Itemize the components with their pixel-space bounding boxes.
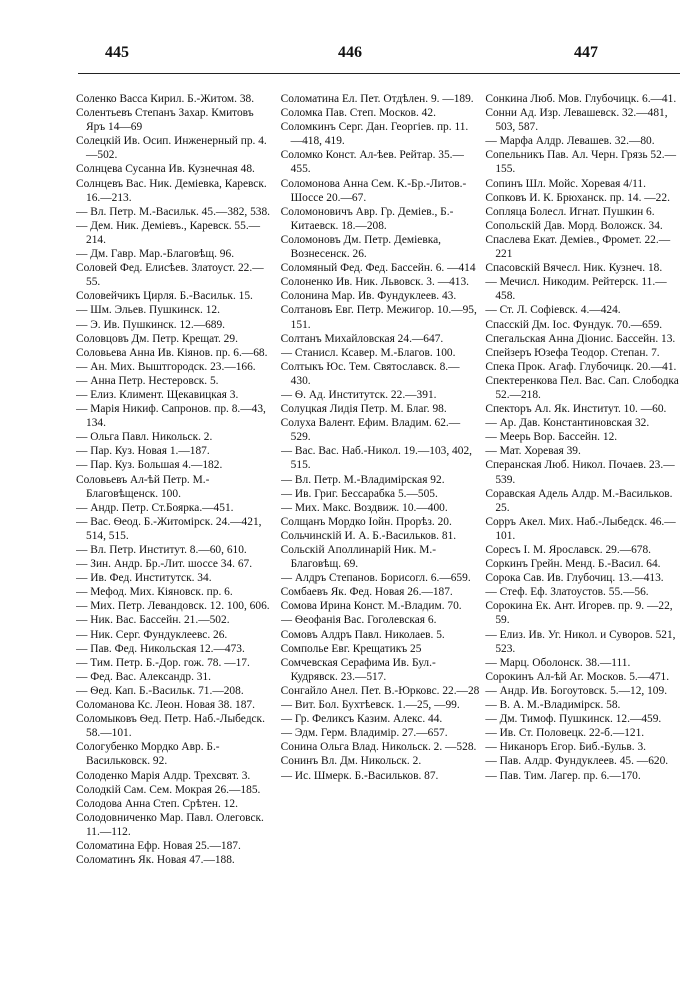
directory-entry: Сологубенко Мордко Авр. Б.-Васильковск. 92. — [76, 741, 220, 768]
directory-entry: Солуха Валент. Ефим. Владим. 62.—529. — [280, 417, 461, 444]
directory-entry: — Никаноръ Егор. Биб.-Бульв. 3. — [485, 741, 646, 754]
directory-entry: — Дм. Тимоф. Пушкинск. 12.—459. — [485, 713, 662, 726]
directory-entry: — Ив. Григ. Бессарабка 5.—505. — [280, 487, 438, 500]
directory-entry: Сомполье Евг. Крещатикъ 25 — [280, 642, 422, 655]
directory-entry: — Вл. Петр. Институт. 8.—60, 610. — [76, 544, 247, 556]
directory-entry: Солтыкъ Юс. Тем. Святославск. 8.—430. — [280, 360, 460, 387]
directory-entry: — Андр. Ив. Богоутовск. 5.—12, 109. — [485, 684, 668, 697]
directory-entry: — Эдм. Герм. Владимір. 27.—657. — [280, 727, 448, 740]
directory-entry: Соловей Фед. Елисѣев. Златоуст. 22.—55. — [76, 262, 264, 289]
directory-entry: Сомчевская Серафима Ив. Бул.-Кудрявск. 23.—517. — [280, 656, 436, 683]
directory-entry: — Мат. Хоревая 39. — [485, 445, 581, 458]
directory-entry: — Пав. Фед. Никольская 12.—473. — [76, 642, 245, 655]
directory-entry: — Тим. Петр. Б.-Дор. гож. 78. —17. — [76, 656, 250, 669]
directory-entry: — Вл. Петр. М.-Васильк. 45.—382, 538. — [76, 205, 271, 218]
directory-entry: Сомова Ирина Конст. М.-Владим. 70. — [280, 600, 462, 613]
directory-entry: Соловейчикъ Цирля. Б.-Васильк. 15. — [76, 290, 253, 303]
directory-entry: — Ѳ. Ад. Институтск. 22.—391. — [280, 388, 437, 401]
directory-entry: — Станисл. Ксавер. М.-Благов. 100. — [280, 346, 456, 359]
directory-entry: — В. А. М.-Владимірск. 58. — [485, 699, 621, 712]
directory-entry: Соломко Конст. Ал-ѣев. Рейтар. 35.—455. — [280, 149, 464, 176]
directory-entry: Соленко Васса Кирил. Б.-Житом. 38. — [76, 93, 255, 105]
directory-entry: Сонина Ольга Влад. Никольск. 2. —528. — [280, 741, 477, 754]
directory-entry: — Ольга Павл. Никольск. 2. — [76, 431, 213, 444]
directory-entry: — Ѳеофанія Вас. Гоголевская 6. — [280, 614, 437, 627]
page-header — [0, 0, 699, 92]
directory-entry: — Мефод. Мих. Кіяновск. пр. 6. — [76, 586, 233, 599]
directory-entry: — Дм. Гавр. Мар.-Благовѣщ. 96. — [76, 248, 235, 261]
directory-entry: — Анна Петр. Нестеровск. 5. — [76, 374, 219, 387]
directory-entry: — Вас. Вас. Наб.-Никол. 19.—103, 402, 515. — [280, 445, 472, 472]
directory-entry: Соломонова Анна Сем. К.-Бр.-Литов.-Шоссе 20.—67. — [280, 177, 467, 204]
directory-entry: Сопковъ И. К. Брюханск. пр. 14. —22. — [485, 191, 670, 204]
directory-entry: Соломатина Ел. Пет. Отдѣлен. 9. —189. — [280, 93, 474, 105]
directory-column-2 — [281, 92, 480, 992]
directory-entry: Сопляца Болесл. Игнат. Пушкин 6. — [485, 205, 655, 218]
directory-entry: — Ник. Серг. Фундуклеевс. 26. — [76, 628, 228, 641]
directory-entry: Солтановъ Евг. Петр. Межигор. 10.—95, 151. — [280, 304, 477, 331]
directory-entry: — Ан. Мих. Выштгородск. 23.—166. — [76, 360, 256, 373]
directory-entry: — Елиз. Ив. Уг. Никол. и Суворов. 521, 523. — [485, 628, 676, 655]
directory-entry: — Алдръ Степанов. Борисогл. 6.—659. — [280, 572, 471, 585]
directory-entry: — Елиз. Климент. Щекавицкая 3. — [76, 388, 239, 401]
directory-entry: Спейзеръ Юзефа Теодор. Степан. 7. — [485, 346, 660, 359]
directory-entry: Соломкинъ Серг. Дан. Георгіев. пр. 11.—418, 419. — [280, 121, 469, 148]
directory-entry: Соловьева Анна Ив. Кіянов. пр. 6.—68. — [76, 346, 268, 359]
directory-entry: Солнцевъ Вас. Ник. Деміевка, Каревск. 16.—213. — [76, 177, 267, 204]
directory-entry: — Стеф. Еф. Златоустов. 55.—56. — [485, 586, 649, 599]
directory-entry: — Ник. Вас. Бассейн. 21.—502. — [76, 614, 230, 627]
directory-entry: — Ѳед. Кап. Б.-Васильк. 71.—208. — [76, 684, 244, 697]
directory-entry: Соломоновъ Дм. Петр. Деміевка, Вознесенск. 26. — [280, 233, 442, 261]
directory-entry: — Ст. Л. Софіевск. 4.—424. — [485, 304, 621, 317]
directory-entry: — Ив. Ст. Половецк. 22-б.—121. — [485, 727, 645, 740]
directory-entry: Соломатина Ефр. Новая 25.—187. — [76, 839, 241, 852]
directory-entry: — Мечисл. Никодим. Рейтерск. 11.—458. — [485, 276, 667, 303]
directory-entry: — Гр. Феликсъ Казим. Алекс. 44. — [280, 713, 443, 726]
directory-entry: Солуцкая Лидія Петр. М. Благ. 98. — [280, 403, 447, 416]
directory-entry: — Пав. Алдр. Фундуклеев. 45. —620. — [485, 755, 669, 768]
page-number-left: 445 — [105, 44, 129, 61]
directory-entry: Солонина Мар. Ив. Фундуклеев. 43. — [280, 290, 457, 303]
page-number-right: 447 — [574, 44, 598, 61]
directory-entry: Сонгайло Анел. Пет. В.-Юрковс. 22.—28 — [280, 684, 480, 697]
directory-entry: Солщанъ Мордко Іойн. Прорѣз. 20. — [280, 515, 452, 528]
directory-entry: Соломыковъ Ѳед. Петр. Наб.-Лыбедск. 58.—101. — [76, 713, 265, 740]
directory-entry: — Вит. Бол. Бухтѣевск. 1.—25, —99. — [280, 699, 460, 712]
directory-entry: Сопинъ Шл. Мойс. Хоревая 4/11. — [485, 177, 646, 190]
header-rule — [78, 73, 680, 74]
directory-entry: — Пав. Тим. Лагер. пр. 6.—170. — [485, 769, 641, 782]
directory-entry: Спектеренкова Пел. Вас. Сап. Слободка 52.—218. — [485, 374, 679, 401]
directory-entry: Соресъ І. М. Ярославск. 29.—678. — [485, 544, 652, 556]
directory-entry: — Ив. Фед. Институтск. 34. — [76, 572, 212, 585]
directory-entry: — Шм. Эльев. Пушкинск. 12. — [76, 304, 220, 317]
directory-entry: — Пар. Куз. Новая 1.—187. — [76, 445, 210, 458]
directory-entry: Соловцовъ Дм. Петр. Крещат. 29. — [76, 332, 238, 345]
directory-entry: Спасскій Дм. Іос. Фундук. 70.—659. — [485, 318, 663, 331]
directory-entry: Сонкина Люб. Мов. Глубочицк. 6.—41. — [485, 93, 677, 105]
directory-entry: Соломанова Кс. Леон. Новая 38. 187. — [76, 699, 255, 712]
directory-entry: — Ар. Дав. Константиновская 32. — [485, 417, 650, 430]
directory-entry: Сопольскій Дав. Морд. Воложск. 34. — [485, 219, 663, 232]
directory-entry: Сорокинъ Ал-ѣй Аг. Москов. 5.—471. — [485, 670, 670, 683]
directory-entry: Сперанская Люб. Никол. Почаев. 23.—539. — [485, 459, 675, 486]
directory-entry: Солодова Анна Степ. Срѣтен. 12. — [76, 797, 238, 810]
directory-column-1 — [76, 92, 275, 992]
directory-entry: Спасовскій Вячесл. Ник. Кузнеч. 18. — [485, 262, 663, 275]
directory-entry: Солоненко Ив. Ник. Львовск. 3. —413. — [280, 276, 470, 289]
directory-entry: Соломоновичъ Авр. Гр. Деміев., Б.-Китаевск. 18.—208. — [280, 205, 454, 232]
directory-entry: Сонни Ад. Изр. Левашевск. 32.—481, 503, 587. — [485, 107, 668, 134]
directory-entry: Сорръ Акел. Мих. Наб.-Лыбедск. 46.—101. — [485, 515, 676, 542]
directory-entry: Солоденко Марія Алдр. Трехсвят. 3. — [76, 769, 251, 782]
directory-page — [76, 92, 684, 992]
directory-entry: — Вас. Ѳеод. Б.-Житомірск. 24.—421, 514, 515. — [76, 515, 262, 542]
directory-entry: Соловьевъ Ал-ѣй Петр. М.-Благовѣщенск. 100. — [76, 473, 210, 500]
directory-entry: Соломатинъ Як. Новая 47.—188. — [76, 854, 235, 867]
directory-entry: — Ис. Шмерк. Б.-Васильков. 87. — [280, 769, 439, 782]
directory-entry: Сонинъ Вл. Дм. Никольск. 2. — [280, 755, 422, 768]
directory-entry: Солодовниченко Мар. Павл. Олеговск. 11.—112. — [76, 811, 264, 838]
directory-entry: — Э. Ив. Пушкинск. 12.—689. — [76, 318, 226, 331]
directory-entry: — Андр. Петр. Ст.Боярка.—451. — [76, 501, 234, 514]
directory-column-3 — [485, 92, 684, 992]
directory-entry: Сольскій Аполлинарій Ник. М.-Благовѣщ. 69. — [280, 544, 436, 571]
directory-entry: Соравская Адель Алдр. М.-Васильков. 25. — [485, 487, 673, 514]
directory-entry: — Марфа Алдр. Левашев. 32.—80. — [485, 135, 655, 148]
directory-entry: — Фед. Вас. Александр. 31. — [76, 670, 212, 683]
directory-entry: — Марія Никиф. Сапронов. пр. 8.—43, 134. — [76, 403, 266, 430]
directory-entry: Солентьевъ Степанъ Захар. Кмитовъ Яръ 14—69 — [76, 107, 254, 134]
directory-entry: — Вл. Петр. М.-Владимірская 92. — [280, 473, 445, 486]
directory-entry: — Меерь Вор. Бассейн. 12. — [485, 431, 618, 444]
directory-entry: Солнцева Сусанна Ив. Кузнечная 48. — [76, 163, 255, 176]
page-number-center: 446 — [338, 44, 362, 61]
directory-entry: Солтанъ Михайловская 24.—647. — [280, 332, 444, 345]
directory-entry: Соломяный Фед. Фед. Бассейн. 6. —414 — [280, 262, 476, 275]
directory-entry: Спегальская Анна Діонис. Бассейн. 13. — [485, 332, 676, 345]
directory-entry: Спаслева Екат. Деміев., Фромет. 22.—221 — [485, 233, 671, 261]
directory-entry: Сопельникъ Пав. Ал. Черн. Грязь 52.—155. — [485, 149, 677, 176]
directory-entry: Соломка Пав. Степ. Москов. 42. — [280, 107, 436, 120]
directory-entry: — Зин. Андр. Бр.-Лит. шоссе 34. 67. — [76, 558, 253, 571]
directory-entry: Солецкій Ив. Осип. Инженерный пр. 4.—502. — [76, 135, 267, 162]
directory-entry: — Дем. Ник. Деміевъ., Каревск. 55.—214. — [76, 219, 261, 246]
directory-entry: Сомбаевъ Як. Фед. Новая 26.—187. — [280, 586, 453, 599]
directory-entry: Соркинъ Грейн. Менд. Б.-Васил. 64. — [485, 558, 661, 571]
directory-entry: Сольчинскій И. А. Б.-Васильков. 81. — [280, 529, 457, 542]
directory-entry: Спекторъ Ал. Як. Институт. 10. —60. — [485, 403, 667, 416]
directory-entry: — Пар. Куз. Большая 4.—182. — [76, 459, 223, 472]
directory-entry: Сорокина Ек. Ант. Игорев. пр. 9. —22, 59. — [485, 600, 673, 627]
directory-entry: Сорока Сав. Ив. Глубочиц. 13.—413. — [485, 572, 664, 585]
directory-entry: — Марц. Оболонск. 38.—111. — [485, 656, 631, 669]
directory-entry: Сомовъ Алдръ Павл. Николаев. 5. — [280, 628, 445, 641]
directory-entry: Солодкій Сам. Сем. Мокрая 26.—185. — [76, 783, 261, 796]
directory-entry: Спека Прок. Агаф. Глубочицк. 20.—41. — [485, 360, 677, 373]
directory-entry: — Мих. Макс. Воздвиж. 10.—400. — [280, 501, 448, 514]
directory-entry: — Мих. Петр. Левандовск. 12. 100, 606. — [76, 600, 270, 613]
